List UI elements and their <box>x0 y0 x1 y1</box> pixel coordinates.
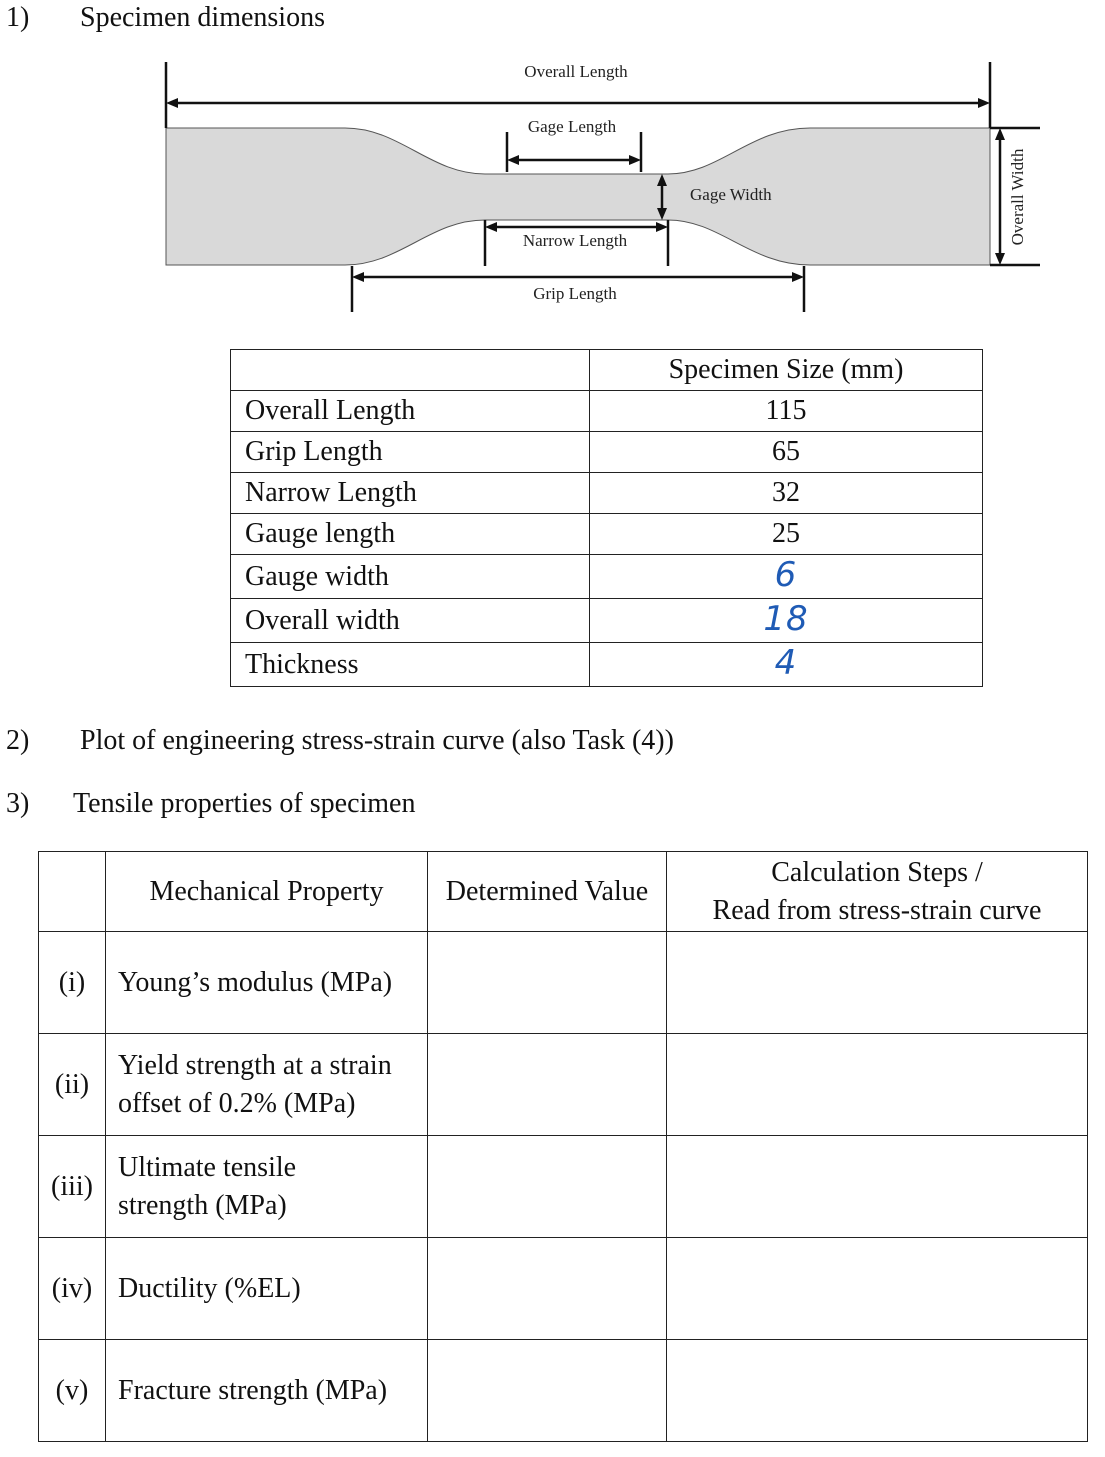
size-table-header-row <box>231 350 983 391</box>
table-row <box>39 1340 1088 1442</box>
size-label-gauge-length: Gauge length <box>231 514 590 555</box>
props-header-calc-line2: Read from stress-strain curve <box>712 894 1042 926</box>
specimen-size-table <box>230 349 983 687</box>
props-table-header-row <box>39 852 1088 932</box>
handwritten-overall-width: 18 <box>763 599 809 639</box>
prop-index: (ii) <box>39 1034 106 1136</box>
calculation-steps-cell[interactable] <box>667 1238 1088 1340</box>
section-2-title: Plot of engineering stress-strain curve (also Task (4)) <box>80 725 674 756</box>
prop-label <box>106 1034 428 1136</box>
table-row <box>39 1238 1088 1340</box>
size-label-thickness: Thickness <box>231 643 590 687</box>
props-header-value: Determined Value <box>428 852 667 932</box>
calculation-steps-cell[interactable] <box>667 1034 1088 1136</box>
prop-label-line1: Yield strength at a strain <box>118 1049 392 1081</box>
props-header-property: Mechanical Property <box>106 852 428 932</box>
prop-index: (v) <box>39 1340 106 1442</box>
prop-index: (iv) <box>39 1238 106 1340</box>
determined-value-cell[interactable] <box>428 1136 667 1238</box>
size-label-gauge-width: Gauge width <box>231 555 590 599</box>
table-row <box>39 1034 1088 1136</box>
props-header-index <box>39 852 106 932</box>
table-row <box>231 432 983 473</box>
handwritten-thickness: 4 <box>774 643 798 683</box>
section-2-number: 2) <box>6 725 30 756</box>
prop-label-line1: Young’s modulus (MPa) <box>118 966 393 998</box>
narrow-length-label: Narrow Length <box>522 231 628 250</box>
prop-index: (i) <box>39 932 106 1034</box>
prop-label <box>106 1238 428 1340</box>
prop-label-line2: strength (MPa) <box>118 1189 287 1221</box>
size-label-grip-length: Grip Length <box>231 432 590 473</box>
overall-length-label: Overall Length <box>524 62 628 81</box>
prop-label <box>106 1340 428 1442</box>
tensile-properties-table <box>38 851 1088 1442</box>
table-row <box>231 643 983 687</box>
size-value-gauge-length: 25 <box>590 514 983 555</box>
table-row <box>231 555 983 599</box>
gage-length-dimension <box>507 132 641 172</box>
section-1-title: Specimen dimensions <box>80 2 325 33</box>
props-header-calc-line1: Calculation Steps / <box>771 856 983 888</box>
table-row <box>231 391 983 432</box>
table-row <box>39 932 1088 1034</box>
prop-label-line2: offset of 0.2% (MPa) <box>118 1087 356 1119</box>
handwritten-gauge-width: 6 <box>774 555 798 595</box>
determined-value-cell[interactable] <box>428 1238 667 1340</box>
table-row <box>231 514 983 555</box>
overall-width-label: Overall Width <box>1008 148 1027 246</box>
gage-length-label: Gage Length <box>527 117 617 136</box>
size-value-overall-width <box>590 599 983 643</box>
table-row <box>231 473 983 514</box>
determined-value-cell[interactable] <box>428 932 667 1034</box>
prop-label <box>106 1136 428 1238</box>
prop-label <box>106 932 428 1034</box>
size-value-thickness <box>590 643 983 687</box>
grip-length-label: Grip Length <box>533 284 617 303</box>
table-row <box>231 599 983 643</box>
props-header-calc <box>667 852 1088 932</box>
section-1-number: 1) <box>6 2 30 33</box>
section-3-number: 3) <box>6 788 30 819</box>
size-table-header-blank <box>231 350 590 391</box>
calculation-steps-cell[interactable] <box>667 1340 1088 1442</box>
prop-label-line1: Fracture strength (MPa) <box>118 1374 388 1406</box>
size-value-gauge-width <box>590 555 983 599</box>
table-row <box>39 1136 1088 1238</box>
calculation-steps-cell[interactable] <box>667 932 1088 1034</box>
size-value-overall-length: 115 <box>590 391 983 432</box>
size-value-narrow-length: 32 <box>590 473 983 514</box>
gage-width-label: Gage Width <box>690 185 772 204</box>
section-3-title: Tensile properties of specimen <box>73 788 416 819</box>
determined-value-cell[interactable] <box>428 1034 667 1136</box>
prop-index: (iii) <box>39 1136 106 1238</box>
prop-label-line1: Ultimate tensile <box>118 1151 297 1183</box>
specimen-diagram <box>0 40 1105 330</box>
prop-label-line1: Ductility (%EL) <box>118 1272 301 1304</box>
size-label-narrow-length: Narrow Length <box>231 473 590 514</box>
size-label-overall-length: Overall Length <box>231 391 590 432</box>
determined-value-cell[interactable] <box>428 1340 667 1442</box>
size-value-grip-length: 65 <box>590 432 983 473</box>
size-label-overall-width: Overall width <box>231 599 590 643</box>
size-table-header: Specimen Size (mm) <box>590 350 983 391</box>
calculation-steps-cell[interactable] <box>667 1136 1088 1238</box>
